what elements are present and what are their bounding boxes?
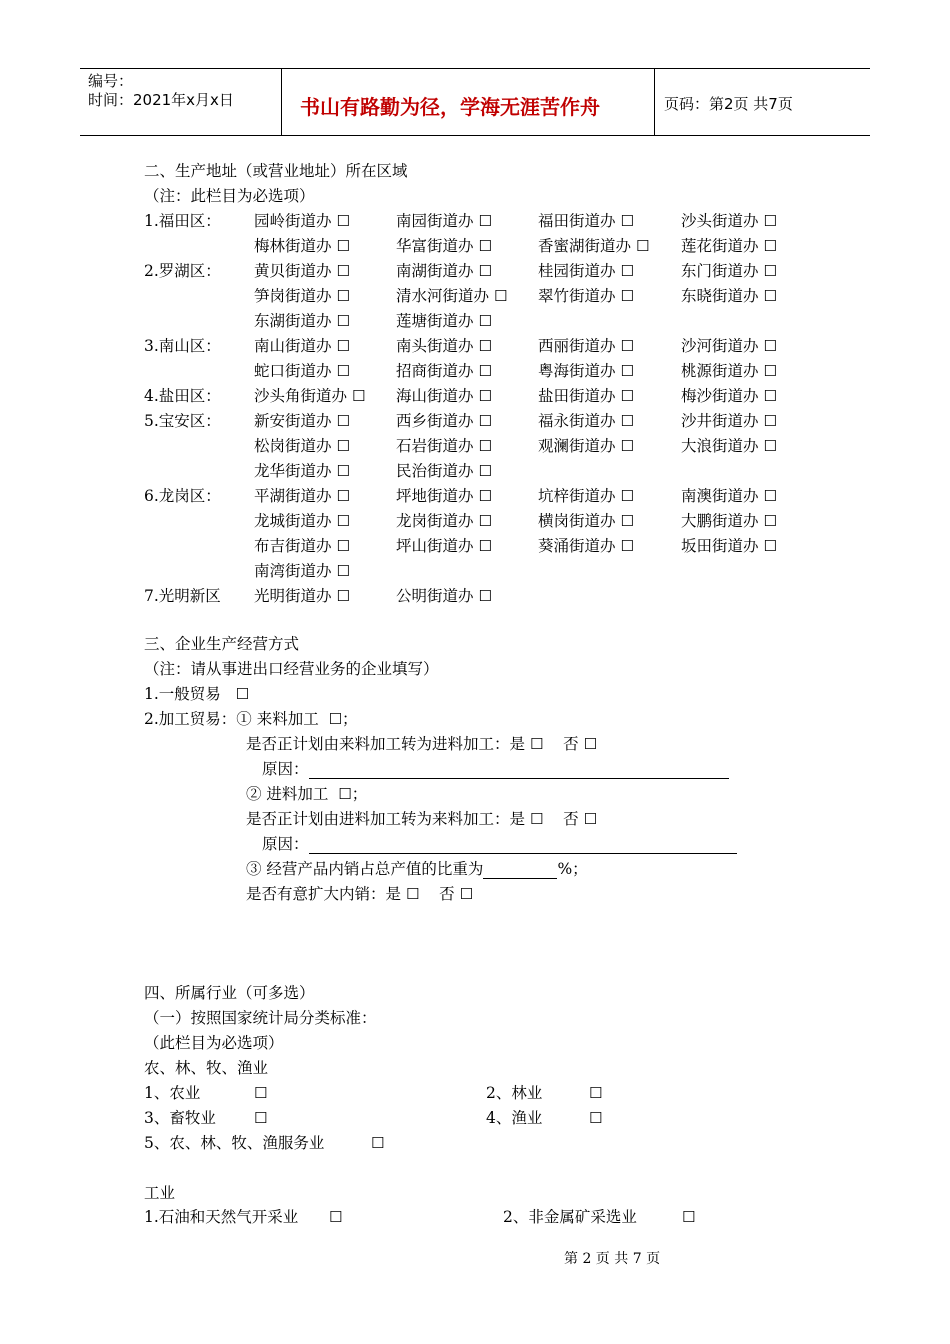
checkbox-icon[interactable]: ☐	[336, 437, 350, 455]
page-footer: 第 2 页 共 7 页	[564, 1251, 661, 1267]
street-office-option[interactable]	[254, 386, 365, 406]
switch-to-import-question	[246, 734, 597, 754]
street-office-option[interactable]	[396, 411, 492, 431]
street-office-option[interactable]	[254, 236, 350, 256]
checkbox-icon[interactable]: ☐	[763, 487, 777, 505]
street-office-label: 公明街道办	[396, 587, 474, 605]
street-office-option[interactable]	[396, 461, 492, 481]
checkbox-icon[interactable]: ☐	[763, 362, 777, 380]
street-office-label: 大浪街道办	[681, 437, 759, 455]
checkbox-icon[interactable]: ☐	[405, 885, 420, 903]
street-office-option[interactable]	[538, 361, 634, 381]
street-office-label: 园岭街道办	[254, 212, 332, 230]
checkbox-icon[interactable]: ☐	[329, 1208, 343, 1226]
street-office-label: 华富街道办	[396, 237, 474, 255]
checkbox-icon[interactable]: ☐	[478, 337, 492, 355]
street-office-label: 坪山街道办	[396, 537, 474, 555]
header-divider-right	[654, 68, 655, 136]
district-name: 6.龙岗区：	[144, 487, 221, 505]
industry-option-oil-gas[interactable]	[144, 1207, 298, 1227]
street-office-label: 民治街道办	[396, 462, 474, 480]
checkbox-icon[interactable]: ☐	[620, 262, 634, 280]
question-label: 是否正计划由进料加工转为来料加工：是	[246, 810, 526, 828]
checkbox-icon[interactable]: ☐	[620, 362, 634, 380]
checkbox-icon[interactable]: ☐	[493, 287, 508, 305]
checkbox-icon[interactable]: ☐	[763, 237, 777, 255]
checkbox-icon[interactable]: ☐	[336, 287, 350, 305]
checkbox-icon[interactable]: ☐	[478, 262, 492, 280]
street-office-label: 香蜜湖街道办	[538, 237, 632, 255]
street-office-option[interactable]	[538, 511, 634, 531]
header-top-rule	[80, 68, 870, 69]
checkbox-icon[interactable]: ☐	[763, 412, 777, 430]
district-name: 1.福田区：	[144, 212, 221, 230]
general-trade-option[interactable]	[144, 684, 249, 704]
street-office-option[interactable]	[396, 486, 492, 506]
import-processing-label: ② 进料加工	[246, 785, 329, 803]
checkbox-icon[interactable]: ☐	[620, 537, 634, 555]
header-bottom-rule	[80, 135, 870, 136]
street-office-option[interactable]	[538, 211, 634, 231]
street-office-option[interactable]	[681, 361, 777, 381]
page-indicator: 页码：第2页 共7页	[664, 95, 793, 113]
header-divider-left	[281, 68, 282, 136]
street-office-option[interactable]	[396, 511, 492, 531]
street-office-label: 梅林街道办	[254, 237, 332, 255]
street-office-option[interactable]	[681, 411, 777, 431]
checkbox-icon[interactable]: ☐	[620, 437, 634, 455]
material-processing-label: ① 来料加工	[236, 710, 319, 728]
industry-heading: 工业	[144, 1184, 176, 1202]
import-processing-row	[246, 784, 367, 804]
checkbox-icon[interactable]: ☐	[763, 437, 777, 455]
checkbox-icon[interactable]: ☐	[529, 735, 544, 753]
street-office-label: 南头街道办	[396, 337, 474, 355]
doc-number-label: 编号：	[88, 72, 134, 90]
section-3-title: 三、企业生产经营方式	[144, 635, 300, 653]
street-office-label: 梅沙街道办	[681, 387, 759, 405]
street-office-option[interactable]	[254, 211, 350, 231]
street-office-label: 蛇口街道办	[254, 362, 332, 380]
street-office-label: 粤海街道办	[538, 362, 616, 380]
street-office-option[interactable]	[681, 486, 777, 506]
street-office-option[interactable]	[254, 436, 350, 456]
checkbox-icon[interactable]: ☐	[459, 885, 474, 903]
street-office-label: 莲塘街道办	[396, 312, 474, 330]
checkbox-icon[interactable]: ☐	[478, 237, 492, 255]
street-office-option[interactable]	[254, 311, 350, 331]
no-label: 否	[563, 735, 579, 753]
street-office-option[interactable]	[254, 586, 350, 606]
street-office-option[interactable]	[681, 286, 777, 306]
checkbox-icon[interactable]: ☐	[336, 337, 350, 355]
street-office-option[interactable]	[681, 511, 777, 531]
checkbox-icon[interactable]: ☐	[620, 337, 634, 355]
street-office-label: 沙井街道办	[681, 412, 759, 430]
street-office-option[interactable]	[396, 436, 492, 456]
street-office-option[interactable]	[396, 236, 492, 256]
street-office-label: 南山街道办	[254, 337, 332, 355]
street-office-option[interactable]	[254, 486, 350, 506]
general-trade-label: 1.一般贸易	[144, 685, 221, 703]
question-label: 是否正计划由来料加工转为进料加工：是	[246, 735, 526, 753]
no-label: 否	[563, 810, 579, 828]
expand-domestic-question	[246, 884, 473, 904]
checkbox-icon[interactable]: ☐	[336, 212, 350, 230]
option-label: 1.石油和天然气开采业	[144, 1208, 299, 1226]
street-office-label: 坑梓街道办	[538, 487, 616, 505]
street-office-option[interactable]	[538, 286, 634, 306]
street-office-label: 横岗街道办	[538, 512, 616, 530]
street-office-option[interactable]	[254, 286, 350, 306]
street-office-label: 龙城街道办	[254, 512, 332, 530]
street-office-option[interactable]	[538, 436, 634, 456]
reason-blank-2[interactable]	[309, 837, 737, 854]
street-office-option[interactable]	[254, 361, 350, 381]
street-office-label: 大鹏街道办	[681, 512, 759, 530]
checkbox-icon[interactable]: ☐	[478, 462, 492, 480]
street-office-label: 龙华街道办	[254, 462, 332, 480]
checkbox-icon[interactable]: ☐	[635, 237, 650, 255]
checkbox-icon[interactable]: ☐	[336, 412, 350, 430]
street-office-label: 松岗街道办	[254, 437, 332, 455]
street-office-label: 南澳街道办	[681, 487, 759, 505]
street-office-option[interactable]	[396, 211, 492, 231]
switch-to-material-question	[246, 809, 597, 829]
checkbox-icon[interactable]: ☐	[336, 487, 350, 505]
semicolon: ；	[351, 785, 368, 803]
checkbox-icon[interactable]: ☐	[338, 785, 352, 803]
street-office-option[interactable]	[396, 386, 492, 406]
checkbox-icon[interactable]: ☐	[336, 587, 350, 605]
industry-option-forestry[interactable]	[486, 1083, 542, 1103]
street-office-label: 东门街道办	[681, 262, 759, 280]
street-office-label: 沙河街道办	[681, 337, 759, 355]
checkbox-icon[interactable]: ☐	[763, 262, 777, 280]
option-label: 2、非金属矿采选业	[503, 1208, 637, 1226]
street-office-label: 坪地街道办	[396, 487, 474, 505]
checkbox-icon[interactable]: ☐	[336, 312, 350, 330]
street-office-option[interactable]	[538, 236, 649, 256]
street-office-option[interactable]	[396, 286, 507, 306]
street-office-option[interactable]	[254, 411, 350, 431]
street-office-label: 福永街道办	[538, 412, 616, 430]
reason-row-1	[262, 759, 729, 779]
street-office-label: 东湖街道办	[254, 312, 332, 330]
checkbox-icon[interactable]: ☐	[478, 437, 492, 455]
checkbox-icon[interactable]: ☐	[620, 487, 634, 505]
section-2-note: （注：此栏目为必选项）	[144, 187, 315, 205]
street-office-label: 南园街道办	[396, 212, 474, 230]
checkbox-icon[interactable]: ☐	[763, 387, 777, 405]
street-office-label: 东晓街道办	[681, 287, 759, 305]
checkbox-icon[interactable]: ☐	[371, 1134, 385, 1152]
checkbox-icon[interactable]: ☐	[478, 362, 492, 380]
street-office-option[interactable]	[254, 536, 350, 556]
street-office-option[interactable]	[396, 336, 492, 356]
checkbox-icon[interactable]: ☐	[254, 1109, 268, 1127]
street-office-label: 翠竹街道办	[538, 287, 616, 305]
street-office-label: 龙岗街道办	[396, 512, 474, 530]
checkbox-icon[interactable]: ☐	[589, 1084, 603, 1102]
street-office-label: 南湾街道办	[254, 562, 332, 580]
section-3-note: （注：请从事进出口经营业务的企业填写）	[144, 660, 439, 678]
street-office-label: 西丽街道办	[538, 337, 616, 355]
percent-suffix: %；	[557, 860, 588, 878]
street-office-option[interactable]	[254, 261, 350, 281]
street-office-label: 福田街道办	[538, 212, 616, 230]
street-office-label: 莲花街道办	[681, 237, 759, 255]
processing-trade-label: 2.加工贸易：	[144, 710, 237, 728]
street-office-option[interactable]	[396, 261, 492, 281]
semicolon: ；	[342, 710, 358, 728]
street-office-option[interactable]	[254, 336, 350, 356]
street-office-option[interactable]	[396, 361, 492, 381]
street-office-option[interactable]	[681, 536, 777, 556]
checkbox-icon[interactable]: ☐	[336, 462, 350, 480]
reason-row-2	[262, 834, 737, 854]
reason-label: 原因：	[262, 835, 309, 853]
industry-option-nonmetal-mining[interactable]	[503, 1207, 637, 1227]
street-office-option[interactable]	[681, 261, 777, 281]
street-office-label: 光明街道办	[254, 587, 332, 605]
street-office-label: 观澜街道办	[538, 437, 616, 455]
street-office-label: 南湖街道办	[396, 262, 474, 280]
checkbox-icon[interactable]: ☐	[682, 1208, 696, 1226]
checkbox-icon[interactable]: ☐	[478, 312, 492, 330]
reason-label: 原因：	[262, 760, 309, 778]
checkbox-icon[interactable]: ☐	[620, 212, 634, 230]
street-office-label: 布吉街道办	[254, 537, 332, 555]
checkbox-icon[interactable]: ☐	[235, 685, 250, 703]
street-office-option[interactable]	[538, 486, 634, 506]
checkbox-icon[interactable]: ☐	[328, 710, 343, 728]
checkbox-icon[interactable]: ☐	[336, 237, 350, 255]
street-office-label: 招商街道办	[396, 362, 474, 380]
option-label: 2、林业	[486, 1084, 543, 1102]
street-office-label: 沙头街道办	[681, 212, 759, 230]
district-name: 2.罗湖区：	[144, 262, 221, 280]
section-2-title: 二、生产地址（或营业地址）所在区域	[144, 162, 408, 180]
ratio-blank[interactable]	[483, 862, 557, 879]
street-office-label: 盐田街道办	[538, 387, 616, 405]
checkbox-icon[interactable]: ☐	[589, 1109, 603, 1127]
checkbox-icon[interactable]: ☐	[583, 810, 598, 828]
street-office-option[interactable]	[254, 461, 350, 481]
street-office-label: 葵涌街道办	[538, 537, 616, 555]
street-office-option[interactable]	[538, 261, 634, 281]
domestic-sales-ratio-row	[246, 859, 588, 879]
checkbox-icon[interactable]: ☐	[254, 1084, 268, 1102]
checkbox-icon[interactable]: ☐	[620, 387, 634, 405]
street-office-label: 清水河街道办	[396, 287, 490, 305]
district-name: 3.南山区：	[144, 337, 221, 355]
street-office-option[interactable]	[681, 336, 777, 356]
checkbox-icon[interactable]: ☐	[763, 512, 777, 530]
street-office-option[interactable]	[538, 411, 634, 431]
street-office-option[interactable]	[681, 386, 777, 406]
checkbox-icon[interactable]: ☐	[478, 587, 492, 605]
street-office-option[interactable]	[396, 311, 492, 331]
checkbox-icon[interactable]: ☐	[478, 212, 492, 230]
street-office-option[interactable]	[538, 336, 634, 356]
checkbox-icon[interactable]: ☐	[583, 735, 598, 753]
street-office-label: 新安街道办	[254, 412, 332, 430]
street-office-label: 平湖街道办	[254, 487, 332, 505]
street-office-option[interactable]	[254, 511, 350, 531]
district-name: 4.盐田区：	[144, 387, 221, 405]
checkbox-icon[interactable]: ☐	[351, 387, 366, 405]
checkbox-icon[interactable]: ☐	[336, 512, 350, 530]
street-office-option[interactable]	[396, 586, 492, 606]
industry-option-livestock[interactable]	[144, 1108, 216, 1128]
option-label: 3、畜牧业	[144, 1109, 216, 1127]
option-label: 4、渔业	[486, 1109, 543, 1127]
district-name: 7.光明新区	[144, 587, 221, 605]
industry-option-fishery[interactable]	[486, 1108, 542, 1128]
street-office-option[interactable]	[538, 386, 634, 406]
street-office-option[interactable]	[254, 561, 350, 581]
no-label: 否	[439, 885, 455, 903]
checkbox-icon[interactable]: ☐	[336, 537, 350, 555]
street-office-label: 桃源街道办	[681, 362, 759, 380]
checkbox-icon[interactable]: ☐	[478, 412, 492, 430]
street-office-label: 坂田街道办	[681, 537, 759, 555]
domestic-sales-ratio-label: ③ 经营产品内销占总产值的比重为	[246, 860, 484, 878]
street-office-label: 黄贝街道办	[254, 262, 332, 280]
doc-date-label: 时间：2021年x月x日	[88, 91, 234, 109]
checkbox-icon[interactable]: ☐	[478, 387, 492, 405]
street-office-label: 石岩街道办	[396, 437, 474, 455]
street-office-option[interactable]	[538, 536, 634, 556]
street-office-option[interactable]	[681, 236, 777, 256]
checkbox-icon[interactable]: ☐	[478, 487, 492, 505]
checkbox-icon[interactable]: ☐	[620, 512, 634, 530]
industry-option-agri-services[interactable]	[144, 1133, 324, 1153]
checkbox-icon[interactable]: ☐	[620, 412, 634, 430]
checkbox-icon[interactable]: ☐	[336, 562, 350, 580]
section-4-note: （此栏目为必选项）	[144, 1034, 284, 1052]
street-office-label: 笋岗街道办	[254, 287, 332, 305]
section-4-subtitle: （一）按照国家统计局分类标准：	[144, 1009, 377, 1027]
section-4-title: 四、所属行业（可多选）	[144, 984, 315, 1002]
question-label: 是否有意扩大内销：是	[246, 885, 402, 903]
checkbox-icon[interactable]: ☐	[763, 212, 777, 230]
street-office-label: 海山街道办	[396, 387, 474, 405]
option-label: 5、农、林、牧、渔服务业	[144, 1134, 325, 1152]
checkbox-icon[interactable]: ☐	[336, 262, 350, 280]
checkbox-icon[interactable]: ☐	[478, 537, 492, 555]
checkbox-icon[interactable]: ☐	[529, 810, 544, 828]
agriculture-heading: 农、林、牧、渔业	[144, 1059, 269, 1077]
industry-option-agriculture[interactable]	[144, 1083, 200, 1103]
district-name: 5.宝安区：	[144, 412, 221, 430]
street-office-option[interactable]	[681, 211, 777, 231]
street-office-label: 西乡街道办	[396, 412, 474, 430]
street-office-label: 桂园街道办	[538, 262, 616, 280]
reason-blank-1[interactable]	[309, 762, 729, 779]
checkbox-icon[interactable]: ☐	[763, 287, 777, 305]
processing-trade-row	[144, 709, 358, 729]
checkbox-icon[interactable]: ☐	[336, 362, 350, 380]
checkbox-icon[interactable]: ☐	[763, 337, 777, 355]
checkbox-icon[interactable]: ☐	[478, 512, 492, 530]
checkbox-icon[interactable]: ☐	[763, 537, 777, 555]
street-office-option[interactable]	[396, 536, 492, 556]
street-office-option[interactable]	[681, 436, 777, 456]
checkbox-icon[interactable]: ☐	[620, 287, 634, 305]
street-office-label: 沙头角街道办	[254, 387, 348, 405]
option-label: 1、农业	[144, 1084, 201, 1102]
header-motto: 书山有路勤为径，学海无涯苦作舟	[300, 95, 600, 119]
